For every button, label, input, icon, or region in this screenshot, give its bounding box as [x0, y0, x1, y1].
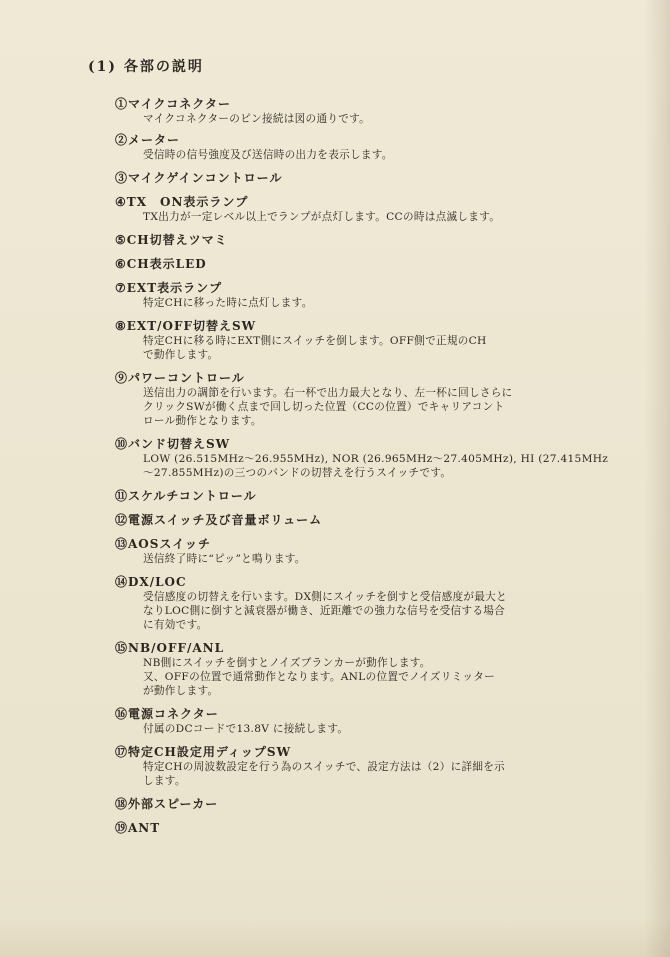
- parts-list-item: [115, 256, 585, 272]
- description-line: 付属のDCコードで13.8V に接続します。: [143, 723, 349, 735]
- description-line: 送信終了時に“ピッ”と鳴ります。: [143, 553, 306, 565]
- parts-list-item: [115, 744, 585, 788]
- parts-list-item: [115, 170, 585, 186]
- description-line: します。: [143, 775, 186, 787]
- item-title: ⑩バンド切替えSW: [115, 437, 231, 451]
- item-title: ⑲ANT: [115, 821, 161, 835]
- item-description: [115, 590, 585, 632]
- parts-list: [115, 96, 609, 844]
- parts-list-item: [115, 370, 585, 428]
- parts-list-item: [115, 640, 585, 698]
- description-line: ～27.855MHz)の三つのバンドの切替えを行うスイッチです。: [143, 467, 452, 479]
- description-line: クリックSWが働く点まで回し切った位置（CCの位置）でキャリアコント: [143, 401, 505, 413]
- item-description: [115, 386, 585, 428]
- description-line: なりLOC側に倒すと減衰器が働き、近距離での強力な信号を受信する場合: [143, 605, 506, 617]
- description-line: TX出力が一定レベル以上でランプが点灯します。CCの時は点滅します。: [143, 211, 501, 223]
- item-description: [115, 296, 585, 310]
- description-line: NB側にスイッチを倒すとノイズブランカーが動作します。: [143, 657, 431, 669]
- item-title: ④TX ON表示ランプ: [115, 195, 249, 209]
- section-heading: (1) 各部の説明: [88, 59, 204, 75]
- description-line: 受信感度の切替えを行います。DX側にスイッチを倒すと受信感度が最大と: [143, 591, 507, 603]
- item-title: ⑬AOSスイッチ: [115, 537, 211, 551]
- description-line: 特定CHに移る時にEXT側にスイッチを倒します。OFF側で正規のCH: [143, 335, 487, 347]
- parts-list-item: [115, 280, 585, 310]
- description-line: 特定CHに移った時に点灯します。: [143, 297, 313, 309]
- description-line: LOW (26.515MHz～26.955MHz), NOR (26.965MHz～27.405MHz), HI (27.415MHz: [143, 453, 609, 465]
- item-title: ①マイクコネクター: [115, 97, 232, 111]
- parts-list-item: [115, 318, 585, 362]
- parts-list-item: [115, 706, 585, 736]
- description-line: に有効です。: [143, 619, 208, 631]
- item-title: ⑥CH表示LED: [115, 257, 207, 271]
- item-description: [115, 452, 609, 480]
- item-title: ⑪スケルチコントロール: [115, 489, 257, 503]
- item-description: [115, 760, 585, 788]
- parts-list-item: [115, 132, 585, 162]
- parts-list-item: [115, 194, 585, 224]
- description-line: 又、OFFの位置で通常動作となります。ANLの位置でノイズリミッター: [143, 671, 496, 683]
- description-line: が動作します。: [143, 685, 219, 697]
- item-description: [115, 722, 585, 736]
- item-description: [115, 656, 585, 698]
- item-title: ②メーター: [115, 133, 181, 147]
- description-line: 送信出力の調節を行います。右一杯で出力最大となり、左一杯に回しさらに: [143, 387, 513, 399]
- item-title: ⑮NB/OFF/ANL: [115, 641, 225, 655]
- item-title: ⑯電源コネクター: [115, 707, 219, 721]
- description-line: で動作します。: [143, 349, 219, 361]
- item-description: [115, 210, 585, 224]
- parts-list-item: [115, 436, 609, 480]
- item-title: ③マイクゲインコントロール: [115, 171, 283, 185]
- item-title: ⑤CH切替えツマミ: [115, 233, 228, 247]
- parts-list-item: [115, 574, 585, 632]
- description-line: 受信時の信号強度及び送信時の出力を表示します。: [143, 149, 393, 161]
- description-line: 特定CHの周波数設定を行う為のスイッチで、設定方法は（2）に詳細を示: [143, 761, 506, 773]
- parts-list-item: [115, 96, 585, 126]
- parts-list-item: [115, 820, 585, 836]
- item-description: [115, 112, 585, 126]
- item-title: ⑭DX/LOC: [115, 575, 187, 589]
- parts-list-item: [115, 536, 585, 566]
- item-description: [115, 148, 585, 162]
- parts-list-item: [115, 796, 585, 812]
- item-title: ⑰特定CH設定用ディップSW: [115, 745, 292, 759]
- item-description: [115, 552, 585, 566]
- item-description: [115, 334, 585, 362]
- item-title: ⑱外部スピーカー: [115, 797, 219, 811]
- item-title: ⑦EXT表示ランプ: [115, 281, 223, 295]
- parts-list-item: [115, 488, 585, 504]
- item-title: ⑨パワーコントロール: [115, 371, 245, 385]
- description-line: ロール動作となります。: [143, 415, 262, 427]
- parts-list-item: [115, 512, 585, 528]
- parts-list-item: [115, 232, 585, 248]
- description-line: マイクコネクターのピン接続は図の通りです。: [143, 113, 371, 125]
- item-title: ⑧EXT/OFF切替えSW: [115, 319, 257, 333]
- item-title: ⑫電源スイッチ及び音量ボリューム: [115, 513, 323, 527]
